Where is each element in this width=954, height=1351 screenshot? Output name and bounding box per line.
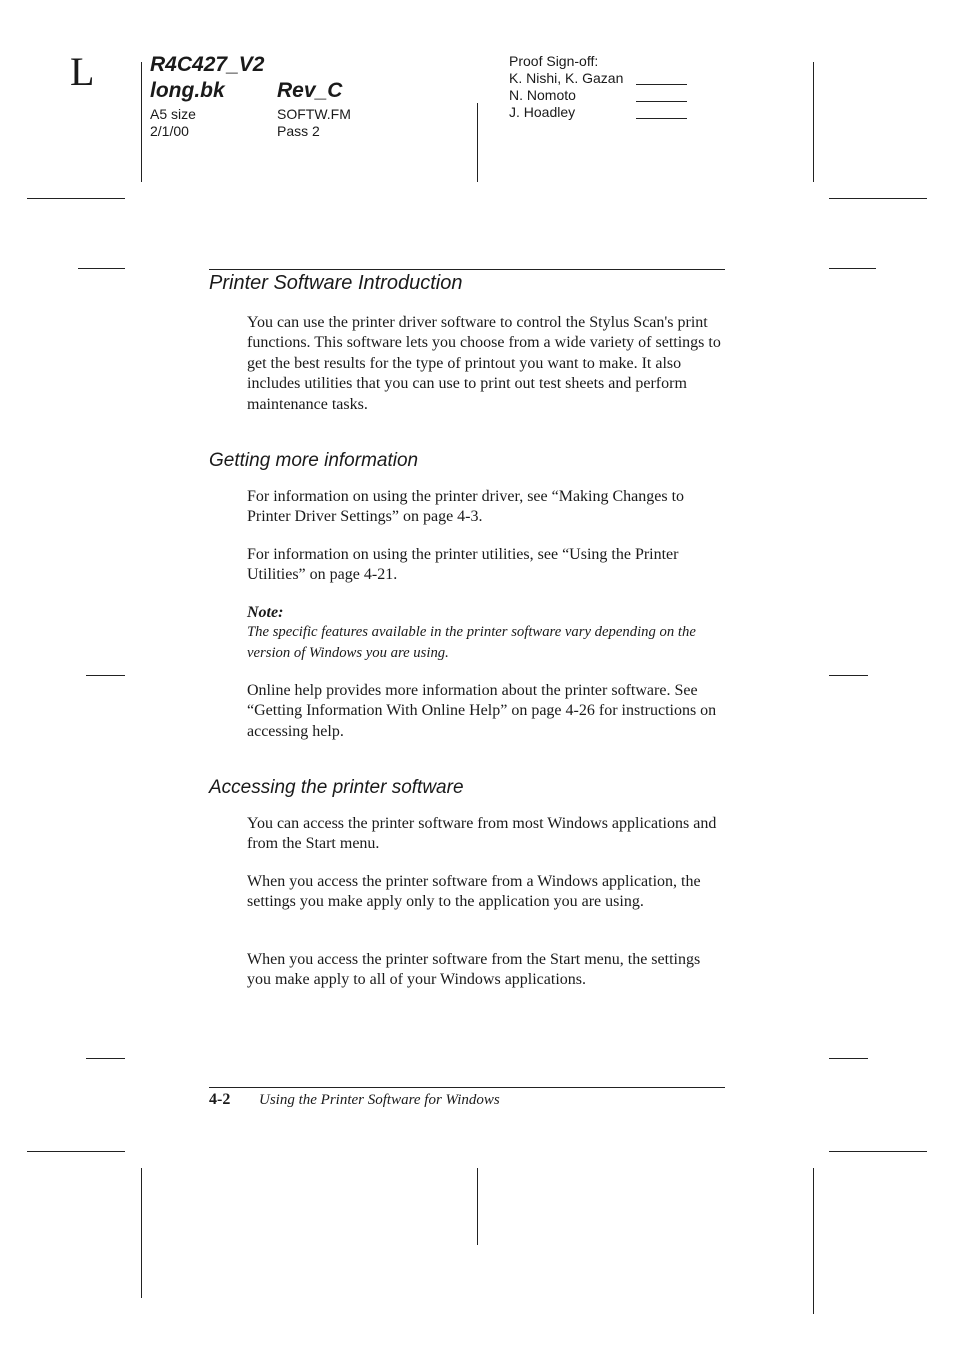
book-name: long.bk xyxy=(150,79,225,102)
paragraph: When you access the printer software from the Start menu, the settings you make apply to all of your Windows applications. xyxy=(247,951,701,989)
paragraph: For information on using the printer driver, see “Making Changes to Printer Driver Settings” on page 4-3. xyxy=(247,488,685,526)
intro-paragraph: You can use the printer driver software to control the Stylus Scan's print functions. This software lets you choose from a wide variety of settings to get the best results for the type of printout you want to make. It also includes utilities that you can use to print out test sheets and perform maintenance tasks. xyxy=(247,314,721,413)
crop-line xyxy=(477,103,478,182)
signer-name: K. Nishi, K. Gazan xyxy=(509,70,624,86)
paragraph: For information on using the printer utilities, see “Using the Printer Utilities” on page 4-21. xyxy=(247,546,679,584)
crop-line xyxy=(829,675,868,676)
section-title: Printer Software Introduction xyxy=(209,272,463,294)
crop-line xyxy=(477,1168,478,1245)
signer-name: J. Hoadley xyxy=(509,104,576,120)
paragraph: When you access the printer software from a Windows application, the settings you make apply only to the application you are using. xyxy=(247,873,701,911)
signature-line xyxy=(636,84,687,85)
doc-id: R4C427_V2 xyxy=(150,53,265,76)
crop-line xyxy=(141,62,142,182)
crop-line xyxy=(829,1058,868,1059)
crop-line xyxy=(813,62,814,182)
subheading-accessing: Accessing the printer software xyxy=(209,777,464,798)
page-number: 4-2 xyxy=(209,1091,231,1108)
crop-line xyxy=(829,198,927,199)
crop-line xyxy=(27,1151,125,1152)
revision: Rev_C xyxy=(277,79,343,102)
crop-line xyxy=(141,1168,142,1298)
signature-line xyxy=(636,118,687,119)
crop-line xyxy=(78,268,125,269)
running-footer: Using the Printer Software for Windows xyxy=(259,1092,500,1108)
crop-mark-letter: L xyxy=(70,49,95,94)
note-text: The specific features available in the printer software vary depending on the version of Windows you are using. xyxy=(247,624,696,661)
signer-name: N. Nomoto xyxy=(509,87,576,103)
page-size: A5 size xyxy=(150,106,196,122)
note-label: Note: xyxy=(247,604,284,621)
crop-line xyxy=(86,675,125,676)
footer-rule xyxy=(209,1087,725,1088)
file-name: SOFTW.FM xyxy=(277,106,351,122)
crop-line xyxy=(813,1168,814,1314)
paragraph: Online help provides more information about the printer software. See “Getting Information With Online Help” on page 4-26 for instructions on accessing help. xyxy=(247,682,717,740)
crop-line xyxy=(86,1058,125,1059)
signature-line xyxy=(636,101,687,102)
pass-number: Pass 2 xyxy=(277,123,320,139)
proof-signoff-title: Proof Sign-off: xyxy=(509,53,599,69)
print-date: 2/1/00 xyxy=(150,123,189,139)
crop-line xyxy=(829,268,876,269)
subheading-more-info: Getting more information xyxy=(209,450,419,471)
paragraph: You can access the printer software from most Windows applications and from the Start menu. xyxy=(247,815,717,853)
crop-line xyxy=(27,198,125,199)
crop-line xyxy=(829,1151,927,1152)
